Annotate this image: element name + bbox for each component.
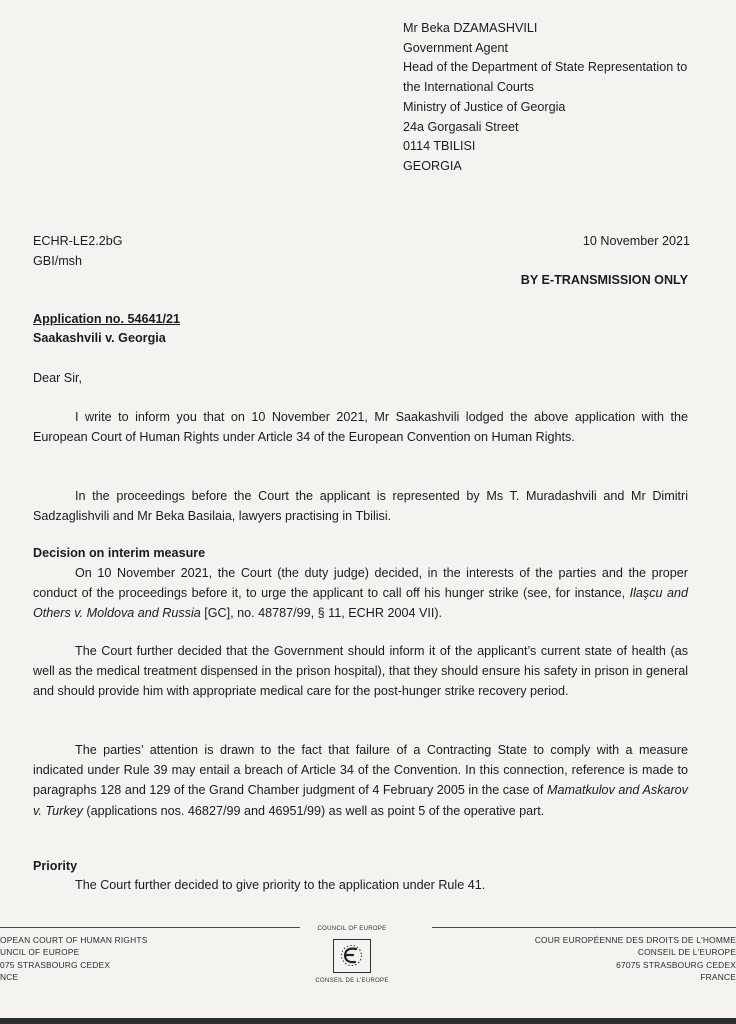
footer-right-line: COUR EUROPÉENNE DES DROITS DE L'HOMME xyxy=(534,935,736,945)
logo-caption-bottom: CONSEIL DE L'EUROPE xyxy=(315,978,389,984)
reference-code: ECHR-LE2.2bG xyxy=(33,234,123,248)
recipient-name: Mr Beka DZAMASHVILI xyxy=(403,21,538,35)
transmission-note: BY E-TRANSMISSION ONLY xyxy=(520,273,688,287)
case-name: Saakashvili v. Georgia xyxy=(33,331,166,345)
council-of-europe-logo xyxy=(314,926,390,986)
paragraph-representation: In the proceedings before the Court the applicant is represented by Ms T. Muradashvili and Mr Dimitri Sadzaglishvili and Mr Beka Basilaia, lawyers practising in Tbilisi. xyxy=(33,489,688,524)
rule39-text-a: The parties’ attention is drawn to the fact that failure of a Contracting State to comply with a measure indicated under Rule 39 may entail a breach of Article 34 of the Convention. In this connection, reference is made to paragraphs 128 and 129 of the Grand Chamber judgment of 4 February 2005 in the case of xyxy=(33,743,688,798)
paragraph-priority: The Court further decided to give priority to the application under Rule 41. xyxy=(75,878,486,892)
recipient-dept-line2: the International Courts xyxy=(403,80,534,95)
rule39-text-b: (applications nos. 46827/99 and 46951/99) as well as point 5 of the operative part. xyxy=(82,803,545,818)
paragraph-interim-measure xyxy=(33,563,688,624)
paragraph-health-information: The Court further decided that the Government should inform it of the applicant’s current state of health (as well as the medical treatment dispensed in the prison hospital), that they should ensure his safety in prison in general and should provide him with appropriate medical care for the post-hunger strike recovery period. xyxy=(33,644,688,699)
letter-date: 10 November 2021 xyxy=(582,234,690,248)
footer-right-line: 67075 STRASBOURG CEDEX xyxy=(616,959,736,970)
footer-right-line: CONSEIL DE L'EUROPE xyxy=(637,947,736,958)
recipient-address xyxy=(403,19,687,177)
footer-right-line: FRANCE xyxy=(700,972,736,983)
footer-divider-right xyxy=(432,927,736,928)
footer-left-line: 075 STRASBOURG CEDEX xyxy=(0,959,111,970)
interim-text-a: On 10 November 2021, the Court (the duty judge) decided, in the interests of the parties and the proper conduct of the proceedings before it, to urge the applicant to call off his hunger strike (see, for instance, xyxy=(33,566,688,601)
recipient-city: 0114 TBILISI xyxy=(403,139,476,154)
footer-address-english xyxy=(0,934,147,984)
reference-initials: GBI/msh xyxy=(33,254,82,268)
application-number: Application no. 54641/21 xyxy=(33,312,180,326)
footer-divider-left xyxy=(0,927,300,928)
logo-caption-top: COUNCIL OF EUROPE xyxy=(317,926,387,932)
footer-left-line: OPEAN COURT OF HUMAN RIGHTS xyxy=(0,935,148,945)
footer-left-line: NCE xyxy=(0,972,19,983)
interim-case-reference: Ilaşcu and Others v. Moldova and Russia xyxy=(33,586,688,621)
recipient-dept-line1: Head of the Department of State Representation to xyxy=(403,60,688,75)
paragraph-rule-39 xyxy=(33,740,688,821)
priority-heading: Priority xyxy=(33,859,78,873)
recipient-street: 24a Gorgasali Street xyxy=(403,119,519,134)
paragraph-lodging: I write to inform you that on 10 November 2021, Mr Saakashvili lodged the above application with the European Court of Human Rights under Article 34 of the European Convention on Human Rights. xyxy=(33,410,688,445)
rule39-case-reference: Mamatkulov and Askarov v. Turkey xyxy=(33,783,688,818)
interim-text-b: [GC], no. 48787/99, § 11, ECHR 2004 VII). xyxy=(200,606,443,621)
footer-address-french xyxy=(535,934,736,984)
page-bottom-edge xyxy=(0,1018,736,1024)
recipient-country: GEORGIA xyxy=(403,158,462,173)
recipient-role: Government Agent xyxy=(403,40,509,55)
council-of-europe-emblem-icon xyxy=(333,939,371,973)
footer-left-line: UNCIL OF EUROPE xyxy=(0,947,80,958)
interim-measure-heading: Decision on interim measure xyxy=(33,546,206,560)
recipient-ministry: Ministry of Justice of Georgia xyxy=(403,99,566,114)
salutation: Dear Sir, xyxy=(33,371,82,385)
